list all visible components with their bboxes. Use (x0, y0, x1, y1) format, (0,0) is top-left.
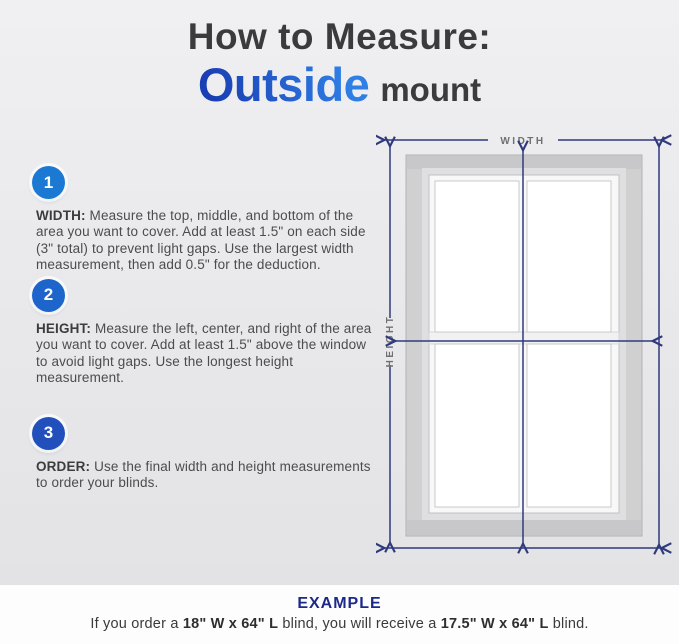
title-suffix: mount (380, 70, 482, 108)
window-pane-top-right (527, 181, 611, 332)
title-line1: How to Measure: (187, 16, 492, 57)
window-meeting-rail (429, 332, 619, 344)
width-dimension-label: WIDTH (500, 136, 546, 147)
step-2-body: Measure the left, center, and right of the area you want to cover. Add at least 1.5" above the window to avoid light gaps. Use the longest height measurement. (36, 320, 372, 386)
step-2-label: HEIGHT: (36, 320, 92, 336)
example-footer (0, 585, 679, 644)
example-suffix: blind. (548, 616, 589, 632)
title-highlight: Outside (197, 57, 370, 111)
step-3-number-badge: 3 (32, 417, 65, 450)
step-2-number-badge: 2 (32, 279, 65, 312)
window-pane-bottom-left (435, 344, 519, 507)
window-bottom-sill (407, 520, 641, 535)
step-width (30, 166, 380, 274)
step-3-label: ORDER: (36, 458, 91, 474)
height-dimension-label: HEIGHT (385, 314, 396, 368)
example-prefix: If you order a (90, 616, 183, 632)
window-measurement-diagram (376, 128, 676, 573)
height-dimension-arrow (385, 146, 396, 543)
steps-list (30, 166, 380, 492)
step-3-body: Use the final width and height measurements to order your blinds. (36, 458, 371, 491)
example-sentence (0, 616, 679, 632)
example-received-size: 17.5" W x 64" L (440, 616, 549, 632)
example-ordered-size: 18" W x 64" L (182, 616, 279, 632)
window-pane-bottom-right (527, 344, 611, 507)
step-1-label: WIDTH: (36, 208, 86, 223)
window-diagram-svg (376, 128, 676, 573)
window-top-band (407, 156, 641, 169)
example-heading: EXAMPLE (297, 595, 382, 612)
step-order (30, 417, 380, 492)
step-height (30, 279, 380, 387)
title-line2 (0, 57, 679, 111)
page-title (0, 18, 679, 109)
step-1-body: Measure the top, middle, and bottom of the area you want to cover. Add at least 1.5" on each side (3" total) to prevent light gaps. Use the largest width measurement, then add 0.5" for the deduction. (36, 208, 366, 273)
width-dimension-arrow (384, 136, 662, 147)
step-2-text (36, 321, 380, 387)
example-middle: blind, you will receive a (278, 616, 441, 632)
window-illustration (406, 155, 642, 536)
step-1-number-badge: 1 (32, 166, 65, 199)
step-3-text (36, 459, 380, 492)
step-1-text (36, 208, 380, 274)
window-pane-top-left (435, 181, 519, 332)
